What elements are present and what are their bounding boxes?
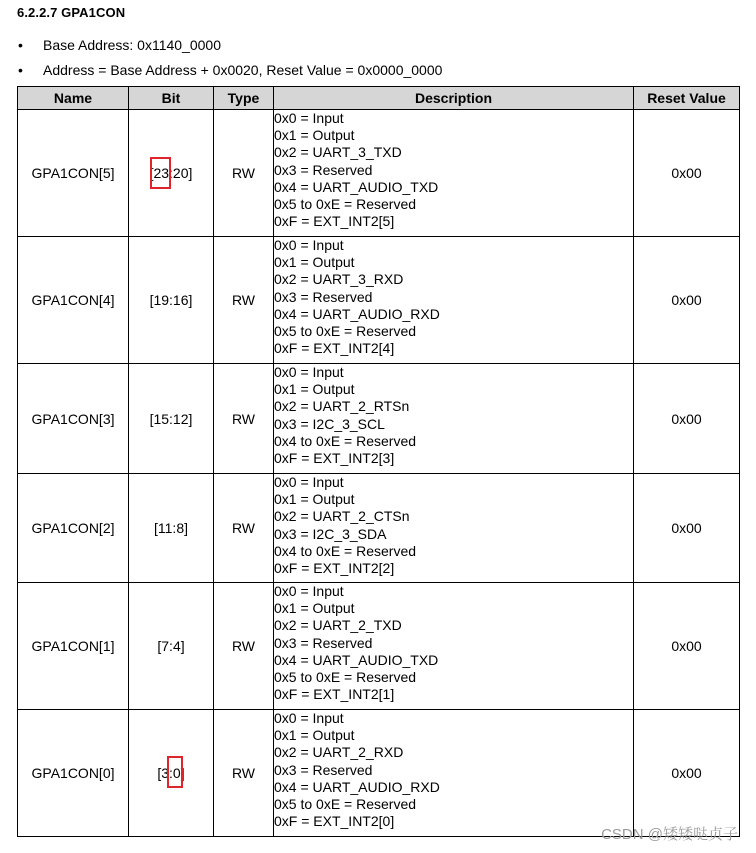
cell-reset-value: 0x00 <box>634 364 740 474</box>
table-header-row <box>18 87 740 110</box>
desc-line: 0x5 to 0xE = Reserved <box>274 669 417 686</box>
bit-prefix: [3 <box>157 765 170 781</box>
highlight-box <box>169 765 181 781</box>
cell-bit <box>129 110 214 237</box>
header-name: Name <box>18 87 129 110</box>
desc-line: 0x0 = Input <box>274 110 344 126</box>
desc-line: 0xF = EXT_INT2[3] <box>274 450 395 467</box>
desc-line: 0x4 = UART_AUDIO_RXD <box>274 305 440 322</box>
cell-description <box>274 583 634 710</box>
desc-line: 0x0 = Input <box>274 474 344 490</box>
desc-line: 0x1 = Output <box>274 127 355 144</box>
desc-line: 0x2 = UART_3_TXD <box>274 144 402 161</box>
desc-line: 0x2 = UART_3_RXD <box>274 271 404 288</box>
desc-line: 0xF = EXT_INT2[1] <box>274 686 395 703</box>
highlight-box <box>153 165 169 181</box>
cell-reset-value: 0x00 <box>634 474 740 583</box>
desc-line: 0x0 = Input <box>274 237 344 253</box>
desc-line: 0x1 = Output <box>274 600 355 617</box>
bit-prefix: [ <box>149 165 154 181</box>
desc-line: 0x2 = UART_2_RTSn <box>274 398 410 415</box>
base-address-text: Base Address: 0x1140_0000 <box>43 37 221 53</box>
cell-bit: [11:8] <box>129 474 214 583</box>
cell-name: GPA1CON[2] <box>18 474 129 583</box>
bit-suffix: :20] <box>169 165 193 181</box>
cell-description <box>274 237 634 364</box>
desc-line: 0x2 = UART_2_TXD <box>274 617 402 634</box>
cell-type: RW <box>214 710 274 837</box>
desc-line: 0x3 = Reserved <box>274 634 373 651</box>
bit-highlighted: :0 <box>169 765 181 781</box>
desc-line: 0x3 = I2C_3_SDA <box>274 525 387 542</box>
cell-description <box>274 364 634 474</box>
cell-type: RW <box>214 474 274 583</box>
cell-bit: [19:16] <box>129 237 214 364</box>
desc-line: 0x3 = Reserved <box>274 288 373 305</box>
desc-line: 0x1 = Output <box>274 727 355 744</box>
bit-highlighted: 23 <box>153 165 170 181</box>
address-reset-text: Address = Base Address + 0x0020, Reset Value = 0x0000_0000 <box>43 62 443 78</box>
cell-reset-value: 0x00 <box>634 710 740 837</box>
bullet-dot-icon: • <box>18 37 23 53</box>
desc-line: 0xF = EXT_INT2[5] <box>274 213 395 230</box>
cell-reset-value: 0x00 <box>634 583 740 710</box>
desc-line: 0xF = EXT_INT2[4] <box>274 340 395 357</box>
table-row <box>18 237 740 364</box>
cell-type: RW <box>214 110 274 237</box>
watermark: CSDN @矮矮哒贞子 <box>601 826 738 843</box>
desc-line: 0x5 to 0xE = Reserved <box>274 796 417 813</box>
desc-line: 0x3 = Reserved <box>274 761 373 778</box>
section-title: 6.2.2.7 GPA1CON <box>17 5 126 20</box>
desc-line: 0x4 to 0xE = Reserved <box>274 432 417 449</box>
desc-line: 0x0 = Input <box>274 583 344 599</box>
cell-name: GPA1CON[4] <box>18 237 129 364</box>
desc-line: 0x1 = Output <box>274 381 355 398</box>
desc-line: 0xF = EXT_INT2[2] <box>274 560 395 577</box>
desc-line: 0x2 = UART_2_CTSn <box>274 508 410 525</box>
desc-line: 0x4 = UART_AUDIO_TXD <box>274 178 439 195</box>
desc-line: 0x0 = Input <box>274 710 344 726</box>
cell-type: RW <box>214 237 274 364</box>
table-row <box>18 583 740 710</box>
table-row <box>18 364 740 474</box>
cell-name: GPA1CON[0] <box>18 710 129 837</box>
cell-reset-value: 0x00 <box>634 110 740 237</box>
cell-reset-value: 0x00 <box>634 237 740 364</box>
desc-line: 0x5 to 0xE = Reserved <box>274 323 417 340</box>
bullet-dot-icon: • <box>18 62 23 78</box>
cell-name: GPA1CON[1] <box>18 583 129 710</box>
cell-bit <box>129 710 214 837</box>
desc-line: 0x4 = UART_AUDIO_RXD <box>274 778 440 795</box>
desc-line: 0x2 = UART_2_RXD <box>274 744 404 761</box>
cell-type: RW <box>214 583 274 710</box>
header-type: Type <box>214 87 274 110</box>
header-bit: Bit <box>129 87 214 110</box>
desc-line: 0x3 = Reserved <box>274 161 373 178</box>
cell-bit: [15:12] <box>129 364 214 474</box>
desc-line: 0x1 = Output <box>274 254 355 271</box>
desc-line: 0x1 = Output <box>274 491 355 508</box>
desc-line: 0xF = EXT_INT2[0] <box>274 813 395 830</box>
cell-description <box>274 710 634 837</box>
cell-description <box>274 474 634 583</box>
desc-line: 0x5 to 0xE = Reserved <box>274 196 417 213</box>
table-row <box>18 710 740 837</box>
cell-bit: [7:4] <box>129 583 214 710</box>
desc-line: 0x0 = Input <box>274 364 344 380</box>
cell-name: GPA1CON[3] <box>18 364 129 474</box>
cell-name: GPA1CON[5] <box>18 110 129 237</box>
header-description: Description <box>274 87 634 110</box>
table-row <box>18 474 740 583</box>
desc-line: 0x4 = UART_AUDIO_TXD <box>274 651 439 668</box>
desc-line: 0x3 = I2C_3_SCL <box>274 415 385 432</box>
cell-description <box>274 110 634 237</box>
register-table <box>17 86 740 837</box>
bit-suffix: ] <box>180 765 185 781</box>
desc-line: 0x4 to 0xE = Reserved <box>274 542 417 559</box>
table-row <box>18 110 740 237</box>
header-reset-value: Reset Value <box>634 87 740 110</box>
cell-type: RW <box>214 364 274 474</box>
